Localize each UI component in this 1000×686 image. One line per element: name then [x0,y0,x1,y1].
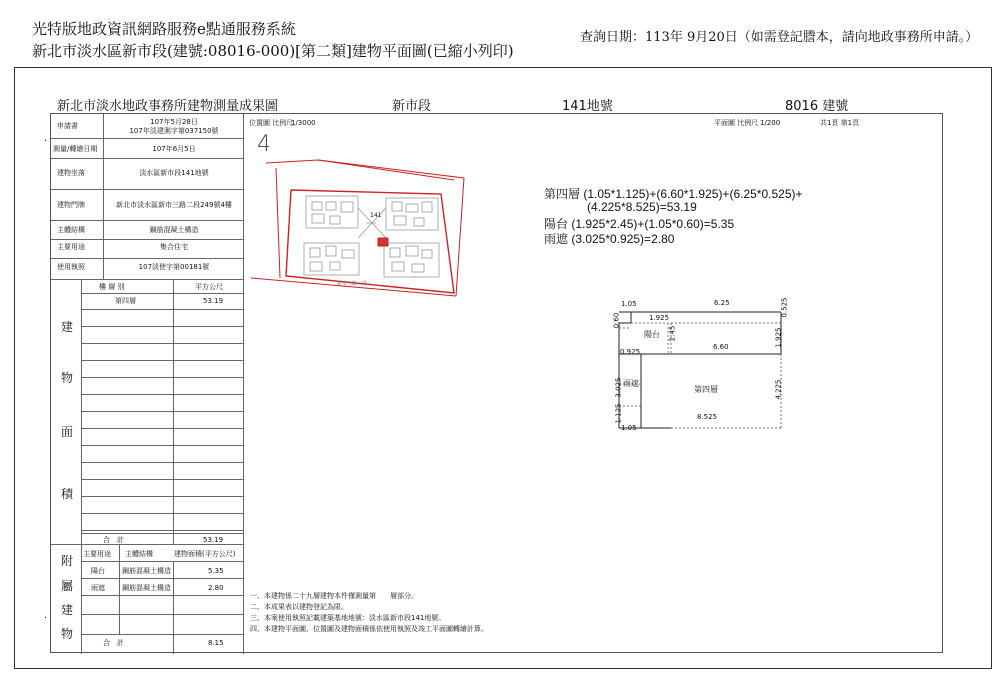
calc-balcony: 陽台 (1.925*2.45)+(1.05*0.60)=5.35 [544,217,735,231]
page-count: 共1頁 第1頁 [820,119,860,127]
query-date: 查詢日期：113年 9月20日（如需登記謄本，請向地政事務所申請。） [580,30,979,45]
attached-side-char-3: 建 [61,603,74,617]
side-char-1: 建 [61,320,74,334]
map-lot-label: 141 [370,212,382,219]
attached-area-1: 5.35 [208,567,224,575]
label-survey-date: 測量/轉繪日期 [53,145,98,153]
area-total-label: 合 計 [103,536,124,544]
dim-1925: 1.925 [649,314,670,322]
col-area: 平方公尺 [195,283,223,291]
attached-side-char-2: 屬 [61,579,74,593]
attached-side-char-1: 附 [61,554,74,568]
dim-1125: 1.125 [614,403,623,424]
section-name: 新市段 [392,99,432,114]
survey-sheet [50,113,943,653]
dim-660: 6.60 [713,343,729,351]
value-structure: 鋼筋混凝土構造 [149,226,199,234]
value-application: 107年5月28日 107年淡建測字第037150號 [129,118,219,136]
page-subtitle: 新北市淡水區新市段(建號:08016-000)[第二類]建物平面圖(已縮小列印) [32,42,514,60]
calc-floor4-cont: (4.225*8.525)=53.19 [587,200,697,214]
floor4-label: 第四層 [694,385,718,394]
building-number: 8016 建號 [785,99,849,114]
col-structure: 主體結構 [125,550,153,558]
plan-scale: 1/200 [760,119,781,127]
north-mark: 4 [257,132,271,157]
dim-top-left: 1.05 [621,300,637,308]
location-map [246,128,486,298]
calc-floor4: 第四層 (1.05*1.125)+(6.60*1.925)+(6.25*0.525)+ [544,187,803,201]
note-2: 二、本成果表以建物登記為限。 [250,603,348,611]
label-main-use: 主要用途 [57,243,85,251]
floor-name: 第四層 [115,297,136,305]
dim-3025: 3.025 [614,377,623,398]
plan-scale-label: 平面圖 比例尺 [714,119,759,127]
dim-060: 0.60 [612,312,621,329]
dim-245: 2.45 [668,325,677,342]
balcony-label: 陽台 [644,330,660,339]
label-application: 申請書 [57,122,78,130]
label-location: 建物坐落 [57,169,85,177]
area-total: 53.19 [203,536,224,544]
location-scale-label: 位置圖 比例尺 [249,119,294,127]
attached-total: 8.15 [208,639,224,647]
margin-dot: · [44,136,48,147]
side-char-4: 積 [61,487,74,501]
note-3: 三、本案使用執照記載建築基地地號：淡水區新市段141地號。 [250,614,446,622]
dim-right-top: 0.525 [780,297,789,318]
note-4: 四、本建物平面圖、位置圖及建物面積係依使用執照及竣工平面圖轉繪計算。 [250,625,488,633]
attached-use-2: 雨遮 [91,584,105,592]
value-address: 新北市淡水區新市三路二段249號4樓 [116,201,232,209]
col-attached-area: 建物面積(平方公尺) [174,550,236,558]
dim-top-right: 6.25 [714,299,730,307]
attached-structure-2: 鋼筋混凝土構造 [122,584,171,592]
note-1: 一、本建物係二十九層建物本件僅測量第 層部分。 [250,592,418,600]
map-road-label: 新市三路二段 [337,281,368,287]
location-scale: 1/3000 [291,119,316,127]
calc-canopy: 雨遮 (3.025*0.925)=2.80 [544,232,675,246]
margin-dot: · [44,613,48,624]
value-permit: 107淡使字第00181號 [138,263,210,271]
floor-area: 53.19 [203,297,224,305]
attached-area-2: 2.80 [208,584,224,592]
value-survey-date: 107年6月5日 [152,145,196,153]
col-use: 主要用途 [83,550,111,558]
dim-right-1925: 1.925 [774,327,783,348]
side-char-3: 面 [61,425,74,439]
col-floor: 樓 層 別 [99,283,125,291]
canopy-label: 雨遮 [623,379,639,388]
attached-side-char-4: 物 [61,627,74,641]
label-address: 建物門牌 [57,201,85,209]
value-location: 淡水區新市段141地號 [139,169,209,177]
dim-0925: 0.925 [620,348,641,356]
dim-4225: 4.225 [774,379,783,400]
attached-use-1: 陽台 [91,567,105,575]
attached-total-label: 合 計 [103,639,124,647]
value-main-use: 集合住宅 [160,243,188,251]
side-char-2: 物 [61,371,74,385]
dim-8525: 8.525 [697,413,718,421]
dim-bottom-105: 1.05 [621,424,637,432]
label-structure: 主體結構 [57,226,85,234]
system-title: 光特版地政資訊網路服務e點通服務系統 [32,20,296,38]
lot-number: 141地號 [562,99,613,114]
label-permit: 使用執照 [57,263,85,271]
attached-structure-1: 鋼筋混凝土構造 [122,567,171,575]
survey-office-title: 新北市淡水地政事務所建物測量成果圖 [57,99,279,114]
